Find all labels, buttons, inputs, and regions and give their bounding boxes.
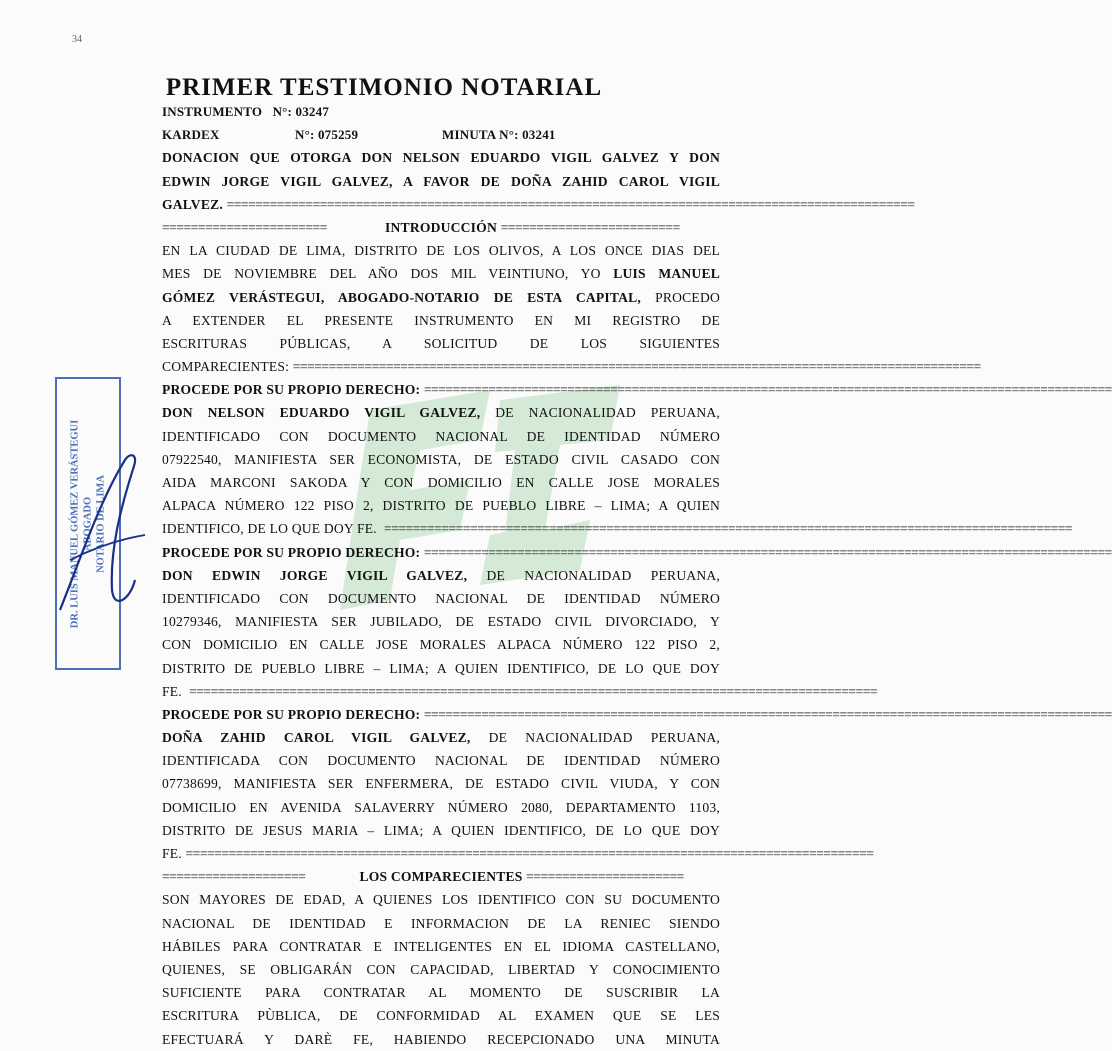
instrumento-row bbox=[162, 100, 720, 123]
doc-line: EN LA CIUDAD DE LIMA, DISTRITO DE LOS OLIVOS, A LOS ONCE DIAS DEL bbox=[162, 243, 720, 259]
doc-text: DE NACIONALIDAD PERUANA, bbox=[488, 730, 720, 746]
separator: ================================================================================================ bbox=[423, 544, 1112, 560]
doc-line: QUIENES, SE OBLIGARÁN CON CAPACIDAD, LIBERTAD Y CONOCIMIENTO bbox=[162, 961, 720, 977]
doc-line bbox=[162, 517, 1073, 540]
procede-heading bbox=[162, 703, 1112, 726]
section-heading-introduccion bbox=[162, 216, 720, 239]
separator: ================================================================================================ bbox=[384, 521, 1073, 537]
doc-text: DOÑA ZAHID CAROL VIGIL GALVEZ, bbox=[162, 730, 471, 746]
kardex-label: KARDEX bbox=[162, 127, 220, 143]
doc-line bbox=[162, 680, 878, 703]
doc-line bbox=[162, 842, 874, 865]
doc-line: DOMICILIO EN AVENIDA SALAVERRY NÚMERO 2080, DEPARTAMENTO 1103, bbox=[162, 799, 720, 815]
kardex-row bbox=[162, 123, 720, 146]
doc-line: 10279346, MANIFIESTA SER JUBILADO, DE ESTADO CIVIL DIVORCIADO, Y bbox=[162, 614, 720, 630]
doc-line bbox=[162, 726, 720, 749]
doc-line: NACIONAL DE IDENTIDAD E INFORMACION DE LA RENIEC SIENDO bbox=[162, 915, 720, 931]
page-number-mark: 34 bbox=[72, 34, 82, 45]
section-title: LOS COMPARECIENTES bbox=[359, 869, 523, 885]
doc-text: PROCEDE POR SU PROPIO DERECHO: bbox=[162, 706, 421, 722]
instrumento-number: N°: 03247 bbox=[272, 104, 330, 119]
doc-line: IDENTIFICADO CON DOCUMENTO NACIONAL DE IDENTIDAD NÚMERO bbox=[162, 428, 720, 444]
doc-text: PROCEDE POR SU PROPIO DERECHO: bbox=[162, 382, 421, 398]
separator: ================================================================================================ bbox=[423, 382, 1112, 398]
document-body bbox=[162, 100, 1112, 1051]
doc-line: A EXTENDER EL PRESENTE INSTRUMENTO EN MI REGISTRO DE bbox=[162, 312, 720, 328]
doc-line: EDWIN JORGE VIGIL GALVEZ, A FAVOR DE DOÑA ZAHID CAROL VIGIL bbox=[162, 173, 720, 189]
doc-line: IDENTIFICADA CON DOCUMENTO NACIONAL DE IDENTIDAD NÚMERO bbox=[162, 753, 720, 769]
doc-line: ALPACA NÚMERO 122 PISO 2, DISTRITO DE PUEBLO LIBRE – LIMA; A QUIEN bbox=[162, 498, 720, 514]
doc-line: DISTRITO DE PUEBLO LIBRE – LIMA; A QUIEN IDENTIFICO, DE LO QUE DOY bbox=[162, 660, 720, 676]
separator: ================================================================================================ bbox=[226, 196, 915, 212]
doc-text: FE. bbox=[162, 846, 182, 861]
doc-line: 07738699, MANIFIESTA SER ENFERMERA, DE ESTADO CIVIL VIUDA, Y CON bbox=[162, 776, 720, 792]
separator: ================================================================================================ bbox=[423, 706, 1112, 722]
doc-text: LUIS MANUEL bbox=[613, 266, 720, 282]
doc-line: EFECTUARÁ Y DARÈ FE, HABIENDO RECEPCIONADO UNA MINUTA bbox=[162, 1031, 720, 1047]
stamp-title: ABOGADO bbox=[82, 496, 94, 551]
separator: ========================= bbox=[500, 219, 680, 235]
section-title: INTRODUCCIÓN bbox=[385, 219, 497, 235]
procede-heading bbox=[162, 541, 1112, 564]
doc-text: DE NACIONALIDAD PERUANA, bbox=[486, 567, 720, 583]
doc-line: 07922540, MANIFIESTA SER ECONOMISTA, DE ESTADO CIVIL CASADO CON bbox=[162, 451, 720, 467]
procede-heading bbox=[162, 378, 1112, 401]
doc-line: SON MAYORES DE EDAD, A QUIENES LOS IDENTIFICO CON SU DOCUMENTO bbox=[162, 892, 720, 908]
notary-signature bbox=[40, 440, 160, 640]
doc-line: AIDA MARCONI SAKODA Y CON DOMICILIO EN CALLE JOSE MORALES bbox=[162, 475, 720, 490]
doc-line: DONACION QUE OTORGA DON NELSON EDUARDO VIGIL GALVEZ Y DON bbox=[162, 150, 720, 166]
doc-line: HÁBILES PARA CONTRATAR E INTELIGENTES EN EL IDIOMA CASTELLANO, bbox=[162, 938, 720, 954]
doc-line: DISTRITO DE JESUS MARIA – LIMA; A QUIEN IDENTIFICO, DE LO QUE DOY bbox=[162, 822, 720, 838]
doc-text: COMPARECIENTES: bbox=[162, 359, 290, 375]
doc-text: GALVEZ. bbox=[162, 196, 223, 212]
doc-line bbox=[162, 193, 915, 216]
doc-text: MES DE NOVIEMBRE DEL AÑO DOS MIL VEINTIUNO, YO bbox=[162, 266, 601, 282]
doc-line bbox=[162, 262, 720, 285]
separator: ==================== bbox=[162, 869, 306, 885]
doc-text: IDENTIFICO, DE LO QUE DOY FE. bbox=[162, 521, 377, 537]
doc-text: PROCEDO bbox=[655, 289, 720, 305]
doc-line: CON DOMICILIO EN CALLE JOSE MORALES ALPACA NÚMERO 122 PISO 2, bbox=[162, 637, 720, 653]
doc-text: PROCEDE POR SU PROPIO DERECHO: bbox=[162, 544, 421, 560]
separator: ================================================================================================ bbox=[189, 683, 878, 699]
section-heading-comparecientes bbox=[162, 865, 720, 888]
kardex-number: N°: 075259 bbox=[295, 127, 359, 143]
separator: ================================================================================================ bbox=[185, 846, 874, 861]
minuta-number: MINUTA N°: 03241 bbox=[442, 127, 556, 143]
stamp-location: NOTARIO DE LIMA bbox=[95, 474, 107, 573]
doc-text: DON EDWIN JORGE VIGIL GALVEZ, bbox=[162, 567, 468, 583]
doc-line bbox=[162, 401, 720, 424]
doc-line: ESCRITURAS PÚBLICAS, A SOLICITUD DE LOS SIGUIENTES bbox=[162, 335, 720, 351]
separator: ================================================================================================ bbox=[292, 359, 981, 375]
separator: ======================= bbox=[162, 219, 327, 235]
stamp-name: DR. LUIS MANUEL GÓMEZ VERÁSTEGUI bbox=[69, 419, 81, 628]
instrumento-label: INSTRUMENTO bbox=[162, 104, 263, 119]
doc-line: ESCRITURA PÙBLICA, DE CONFORMIDAD AL EXAMEN QUE SE LES bbox=[162, 1008, 720, 1024]
doc-text: DON NELSON EDUARDO VIGIL GALVEZ, bbox=[162, 405, 481, 421]
document-title: PRIMER TESTIMONIO NOTARIAL bbox=[165, 74, 603, 101]
doc-line bbox=[162, 355, 981, 378]
doc-text: DE NACIONALIDAD PERUANA, bbox=[495, 405, 720, 421]
doc-line bbox=[162, 286, 720, 309]
doc-line: IDENTIFICADO CON DOCUMENTO NACIONAL DE IDENTIDAD NÚMERO bbox=[162, 590, 720, 606]
doc-line: SUFICIENTE PARA CONTRATAR AL MOMENTO DE SUSCRIBIR LA bbox=[162, 985, 720, 1001]
doc-text: GÓMEZ VERÁSTEGUI, ABOGADO-NOTARIO DE ESTA CAPITAL, bbox=[162, 289, 641, 305]
doc-line bbox=[162, 564, 720, 587]
separator: ====================== bbox=[526, 869, 684, 885]
doc-text: FE. bbox=[162, 683, 182, 699]
